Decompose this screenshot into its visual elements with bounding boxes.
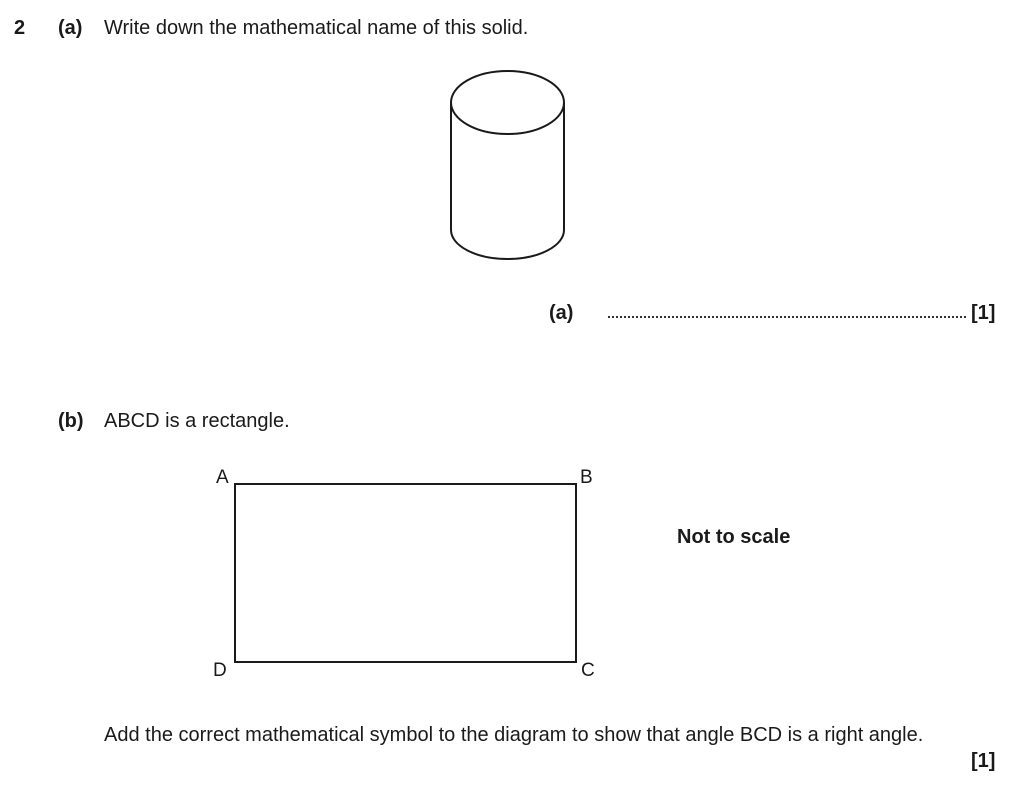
rectangle-abcd	[235, 484, 576, 662]
part-a-marks: [1]	[971, 302, 996, 324]
cylinder-diagram	[440, 60, 580, 270]
part-b-label: (b)	[58, 410, 84, 432]
vertex-label-c: C	[581, 660, 595, 681]
cylinder-bottom-arc	[451, 230, 564, 259]
vertex-label-a: A	[216, 467, 229, 488]
part-a-label: (a)	[58, 17, 83, 39]
part-b-instruction: Add the correct mathematical symbol to the diagram to show that angle BCD is a right angle.	[104, 724, 924, 746]
cylinder-top-ellipse	[451, 71, 564, 134]
answer-a-label: (a)	[549, 302, 574, 324]
rectangle-abcd-diagram[interactable]	[230, 480, 582, 666]
question-number: 2	[14, 17, 26, 39]
vertex-label-b: B	[580, 467, 593, 488]
vertex-label-d: D	[213, 660, 227, 681]
not-to-scale-note: Not to scale	[677, 526, 791, 548]
answer-a-line[interactable]	[608, 316, 966, 318]
part-b-prompt: ABCD is a rectangle.	[104, 410, 290, 432]
part-a-prompt: Write down the mathematical name of this solid.	[104, 17, 529, 39]
part-b-marks: [1]	[971, 750, 996, 772]
